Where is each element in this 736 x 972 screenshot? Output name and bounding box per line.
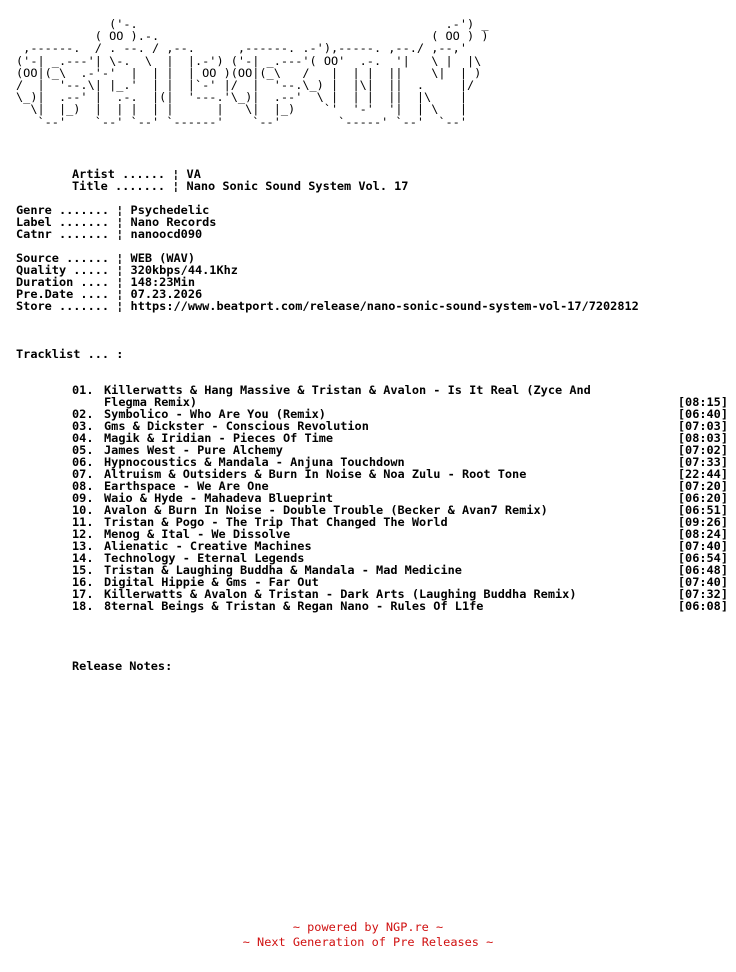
- track-duration: [06:54]: [677, 551, 728, 565]
- track-number: 06.: [72, 455, 94, 469]
- tracklist-heading: Tracklist ... :: [16, 347, 124, 361]
- track-duration: [07:33]: [677, 455, 728, 469]
- track-duration: [07:40]: [677, 539, 728, 553]
- store-label: Store ....... ¦: [16, 299, 131, 313]
- track-duration: [08:15]: [677, 395, 728, 409]
- track-title: Technology - Eternal Legends: [104, 551, 305, 565]
- quality-label: Quality ..... ¦: [16, 263, 131, 277]
- predate-label: Pre.Date .... ¦: [16, 287, 131, 301]
- track-number: 14.: [72, 551, 94, 565]
- track-row: [72, 600, 728, 612]
- artist-label: Artist ...... ¦: [72, 167, 187, 181]
- track-duration: [08:03]: [677, 431, 728, 445]
- source-label: Source ...... ¦: [16, 251, 131, 265]
- label-value: Nano Records: [130, 215, 217, 229]
- footer-tagline: ~ Next Generation of Pre Releases ~: [242, 935, 494, 949]
- track-duration: [08:24]: [677, 527, 728, 541]
- track-number: 17.: [72, 587, 94, 601]
- track-title: Killerwatts & Hang Massive & Tristan & Avalon - Is It Real (Zyce And: [104, 383, 591, 397]
- catnr-value: nanoocd090: [130, 227, 203, 241]
- track-title: Magik & Iridian - Pieces Of Time: [104, 431, 334, 445]
- predate-value: 07.23.2026: [130, 287, 203, 301]
- track-number: 05.: [72, 443, 94, 457]
- track-number: 01.: [72, 383, 94, 397]
- label-label: Label ....... ¦: [16, 215, 131, 229]
- release-notes-heading: Release Notes:: [72, 659, 173, 673]
- track-duration: [07:03]: [677, 419, 728, 433]
- release-info: [16, 168, 639, 312]
- genre-label: Genre ....... ¦: [16, 203, 131, 217]
- track-duration: [07:02]: [677, 443, 728, 457]
- track-number: 02.: [72, 407, 94, 421]
- catnr-row: [16, 228, 639, 240]
- store-link[interactable]: https://www.beatport.com/release/nano-sonic-sound-system-vol-17/7202812: [130, 299, 639, 313]
- track-duration: [07:32]: [677, 587, 728, 601]
- artist-value: VA: [186, 167, 201, 181]
- track-title: Alienatic - Creative Machines: [104, 539, 312, 553]
- track-title: Digital Hippie & Gms - Far Out: [104, 575, 319, 589]
- ascii-logo-art: ('-. .-') _ ( OO ).-. ( OO ) ) ,------. / . --. / ,--. ,------. .-'),-----. ,--./ ,--,' ('-| _.---'| \-. \ | |.-') ('-| _.---'( OO' .-. '| \ | |\ (OO|(_\ .-'-' | | | | OO )(OO|(_\ / | | | || \| | ) / | '--.\| |_.' | | |`-' |/ | '--.\_) | |\| || . |/ \_)| .--' | .-. |(| '---.'\_)| .--' \ | | | || |\ | \| |_) | | | | | | \| |_) `' '-' '| | \ | `--' `--' `--' `------' `--' `-----' `--' `--': [16, 17, 489, 129]
- track-number: 10.: [72, 503, 94, 517]
- catnr-label: Catnr ....... ¦: [16, 227, 131, 241]
- track-title: Killerwatts & Avalon & Tristan - Dark Arts (Laughing Buddha Remix): [104, 587, 577, 601]
- duration-value: 148:23Min: [130, 275, 195, 289]
- track-number: 08.: [72, 479, 94, 493]
- track-title: Hypnocoustics & Mandala - Anjuna Touchdown: [104, 455, 405, 469]
- track-title: Altruism & Outsiders & Burn In Noise & Noa Zulu - Root Tone: [104, 467, 527, 481]
- duration-label: Duration .... ¦: [16, 275, 131, 289]
- track-duration: [22:44]: [677, 467, 728, 481]
- track-title: James West - Pure Alchemy: [104, 443, 283, 457]
- track-number: 09.: [72, 491, 94, 505]
- track-duration: [09:26]: [677, 515, 728, 529]
- track-title: Menog & Ital - We Dissolve: [104, 527, 291, 541]
- track-number: 16.: [72, 575, 94, 589]
- track-duration: [06:20]: [677, 491, 728, 505]
- track-number: 07.: [72, 467, 94, 481]
- track-row: [72, 384, 728, 408]
- quality-value: 320kbps/44.1Khz: [130, 263, 238, 277]
- footer-powered-by: ~ powered by NGP.re ~: [292, 920, 444, 934]
- track-title-continued: Flegma Remix): [104, 395, 198, 409]
- title-row: [16, 180, 639, 192]
- track-number: 18.: [72, 599, 94, 613]
- track-title: Avalon & Burn In Noise - Double Trouble (Becker & Avan7 Remix): [104, 503, 548, 517]
- tracklist: [72, 384, 728, 612]
- track-number: 03.: [72, 419, 94, 433]
- track-duration: [06:08]: [677, 599, 728, 613]
- track-duration: [06:48]: [677, 563, 728, 577]
- track-number: 15.: [72, 563, 94, 577]
- track-duration: [06:40]: [677, 407, 728, 421]
- title-value: Nano Sonic Sound System Vol. 17: [186, 179, 409, 193]
- track-duration: [06:51]: [677, 503, 728, 517]
- ascii-logo: [16, 18, 488, 128]
- track-number: 04.: [72, 431, 94, 445]
- track-title: Symbolico - Who Are You (Remix): [104, 407, 326, 421]
- track-number: 12.: [72, 527, 94, 541]
- track-title: Waio & Hyde - Mahadeva Blueprint: [104, 491, 334, 505]
- track-duration: [07:40]: [677, 575, 728, 589]
- track-title: Earthspace - We Are One: [104, 479, 269, 493]
- track-number: 13.: [72, 539, 94, 553]
- track-title: 8ternal Beings & Tristan & Regan Nano - Rules Of L1fe: [104, 599, 484, 613]
- track-title: Tristan & Laughing Buddha & Mandala - Mad Medicine: [104, 563, 462, 577]
- title-label: Title ....... ¦: [72, 179, 187, 193]
- track-title: Tristan & Pogo - The Trip That Changed The World: [104, 515, 448, 529]
- genre-value: Psychedelic: [130, 203, 210, 217]
- source-value: WEB (WAV): [130, 251, 195, 265]
- track-title: Gms & Dickster - Conscious Revolution: [104, 419, 369, 433]
- track-number: 11.: [72, 515, 94, 529]
- track-duration: [07:20]: [677, 479, 728, 493]
- store-row: [16, 300, 639, 312]
